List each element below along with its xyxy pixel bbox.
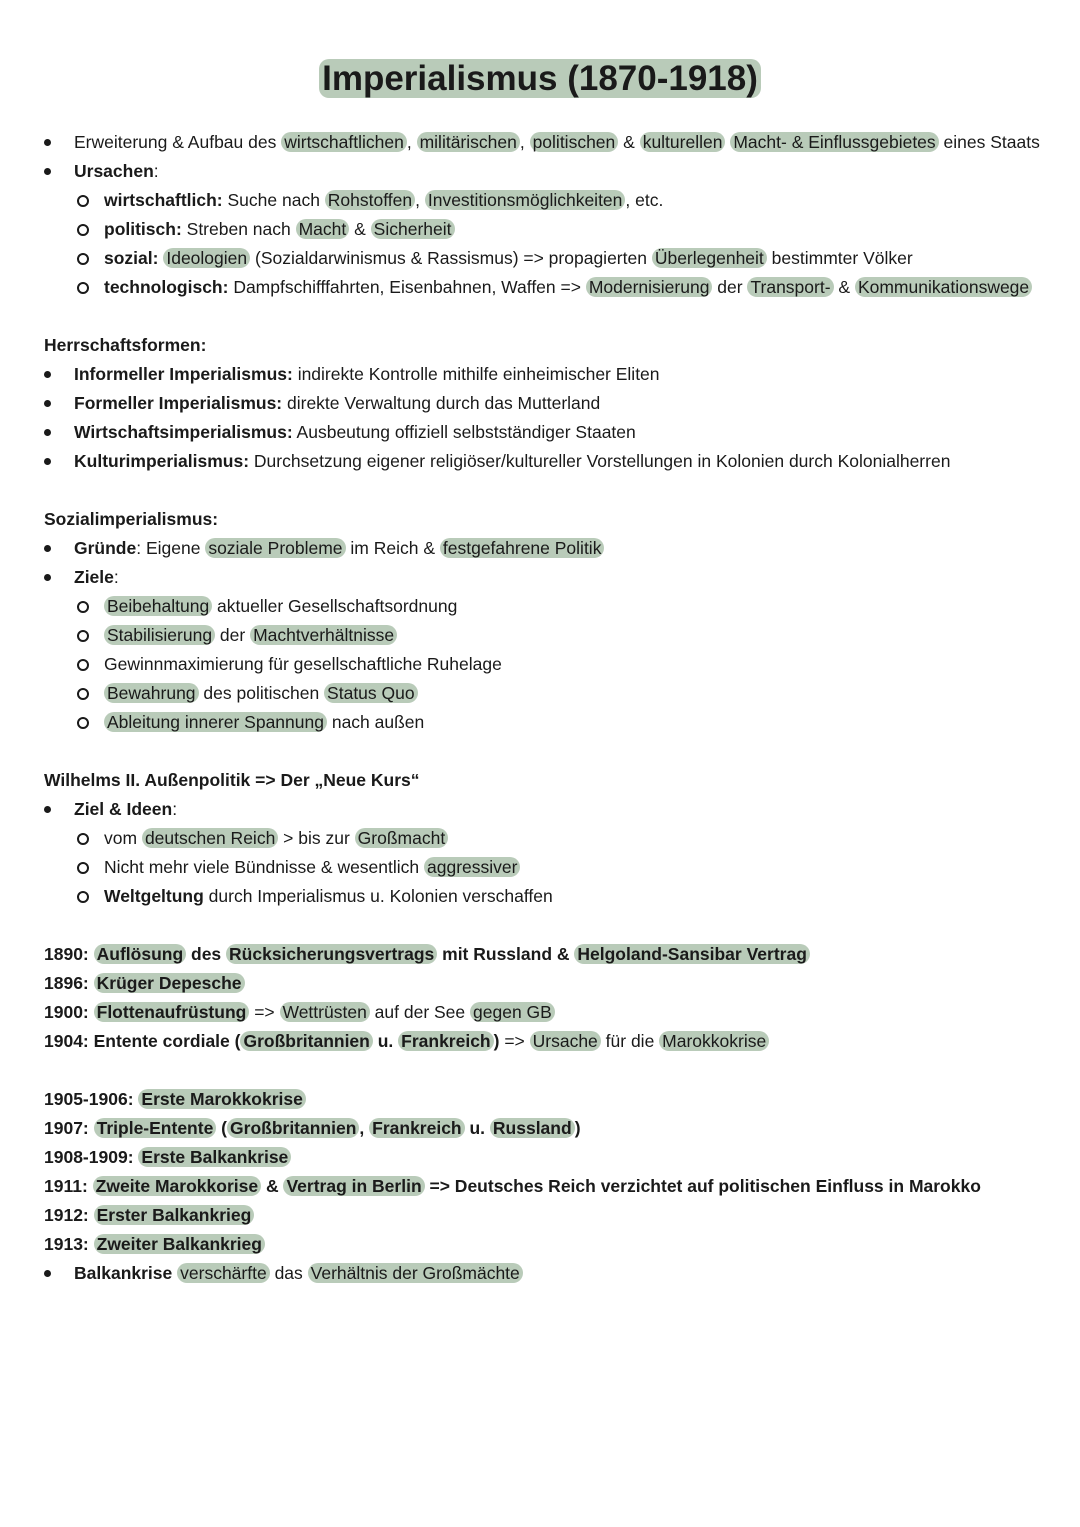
highlighted-text: Erste Marokkokrise [138, 1089, 305, 1109]
highlighted-text: wirtschaftlichen [281, 132, 407, 152]
herrschaft-item [74, 392, 600, 414]
text-segment: Ziel & Ideen [74, 799, 173, 819]
idea-item [104, 856, 520, 878]
text-segment: nach außen [326, 712, 425, 732]
goal-item [104, 653, 502, 675]
highlighted-text: soziale Probleme [205, 538, 345, 558]
text-segment: der [712, 277, 748, 297]
goal-item [104, 682, 418, 704]
highlighted-text: politischen [530, 132, 619, 152]
highlighted-text: Transport- [747, 277, 833, 297]
text-segment: Streben nach [181, 219, 296, 239]
bullet-icon [44, 545, 51, 552]
text-segment: 1908-1909: [44, 1147, 139, 1167]
bullet-icon [44, 1270, 51, 1277]
highlighted-text: kulturellen [640, 132, 726, 152]
highlighted-text: Vertrag in Berlin [283, 1176, 424, 1196]
circle-bullet-icon [77, 862, 89, 874]
highlighted-text: Überlegenheit [652, 248, 767, 268]
text-segment: & [349, 219, 371, 239]
text-segment: Dampfschifffahrten, Eisenbahnen, Waffen => [228, 277, 586, 297]
herrschaft-item [74, 363, 660, 385]
text-segment: indirekte Kontrolle mithilfe einheimischer Eliten [292, 364, 660, 384]
highlighted-text: Ursache [530, 1031, 601, 1051]
herrschaft-item [74, 421, 636, 443]
ziel-heading [74, 798, 177, 820]
text-segment: technologisch: [104, 277, 229, 297]
gruende-line [74, 537, 604, 559]
highlighted-text: Russland [490, 1118, 575, 1138]
bullet-icon [44, 574, 51, 581]
text-segment: , [519, 132, 530, 152]
highlighted-text: Triple-Entente [94, 1118, 217, 1138]
text-segment: 1905-1906: [44, 1089, 139, 1109]
text-segment: eines Staats [938, 132, 1040, 152]
bullet-icon [44, 400, 51, 407]
goal-item [104, 595, 457, 617]
highlighted-text: Ableitung innerer Spannung [104, 712, 327, 732]
highlighted-text: Marokkokrise [659, 1031, 769, 1051]
text-segment: Informeller Imperialismus: [74, 364, 293, 384]
highlighted-text: Großmacht [355, 828, 449, 848]
text-segment: Wirtschaftsimperialismus: [74, 422, 293, 442]
text-segment: Nicht mehr viele Bündnisse & wesentlich [104, 857, 425, 877]
timeline-entry [44, 1030, 769, 1052]
highlighted-text: Großbritannien [240, 1031, 372, 1051]
text-segment: & [261, 1176, 284, 1196]
timeline-entry [44, 1204, 254, 1226]
text-segment: 1913: [44, 1234, 94, 1254]
final-note [74, 1262, 523, 1284]
highlighted-text: Wettrüsten [280, 1002, 370, 1022]
text-segment: der [215, 625, 251, 645]
highlighted-text: Flottenaufrüstung [94, 1002, 250, 1022]
text-segment: direkte Verwaltung durch das Mutterland [282, 393, 601, 413]
text-segment: : [172, 799, 178, 819]
text-segment: mit Russland & [437, 944, 575, 964]
page-title [0, 58, 1080, 100]
text-segment: Gewinnmaximierung für gesellschaftliche Ruhelage [104, 654, 502, 674]
text-segment: : [153, 161, 159, 181]
text-segment: vom [104, 828, 142, 848]
circle-bullet-icon [77, 224, 89, 236]
text-segment: Ursachen [74, 161, 154, 181]
text-segment: Kulturimperialismus: [74, 451, 250, 471]
highlighted-text: Rücksicherungsvertrags [226, 944, 437, 964]
highlighted-text: Zweite Marokkorise [93, 1176, 261, 1196]
text-segment: : Eigene [136, 538, 206, 558]
cause-item [104, 189, 663, 211]
text-segment: 1890: [44, 944, 94, 964]
highlighted-text: Auflösung [94, 944, 187, 964]
highlighted-text: Ideologien [163, 248, 250, 268]
text-segment: => Deutsches Reich verzichtet auf politischen Einfluss in Marokko [424, 1176, 981, 1196]
text-segment: > bis zur [278, 828, 355, 848]
idea-item [104, 885, 553, 907]
text-segment: Durchsetzung eigener religiöser/kultureller Vorstellungen in Kolonien durch Kolonialherren [249, 451, 951, 471]
text-segment: , [359, 1118, 370, 1138]
idea-item [104, 827, 448, 849]
highlighted-text: Machtverhältnisse [250, 625, 397, 645]
cause-item [104, 247, 913, 269]
bullet-icon [44, 429, 51, 436]
highlighted-text: Kommunikationswege [855, 277, 1032, 297]
highlighted-text: gegen GB [470, 1002, 555, 1022]
herrschaft-item [74, 450, 950, 472]
text-segment: des politischen [198, 683, 325, 703]
bullet-icon [44, 139, 51, 146]
herrschaft-heading: Herrschaftsformen: [44, 335, 207, 355]
timeline-entry [44, 1117, 581, 1139]
text-segment: : [113, 567, 119, 587]
highlighted-text: aggressiver [424, 857, 520, 877]
highlighted-text: Bewahrung [104, 683, 199, 703]
circle-bullet-icon [77, 601, 89, 613]
text-segment: ) [574, 1118, 581, 1138]
highlighted-text: Investitionsmöglichkeiten [425, 190, 626, 210]
text-segment: aktueller Gesellschaftsordnung [212, 596, 458, 616]
highlighted-text: Macht [296, 219, 350, 239]
circle-bullet-icon [77, 688, 89, 700]
timeline-entry [44, 1175, 981, 1197]
highlighted-text: Krüger Depesche [94, 973, 245, 993]
title-text: Imperialismus (1870-1918) [319, 59, 761, 98]
timeline-entry [44, 943, 810, 965]
highlighted-text: Beibehaltung [104, 596, 212, 616]
timeline-entry [44, 1233, 265, 1255]
highlighted-text: Stabilisierung [104, 625, 215, 645]
text-segment: (Sozialdarwinismus & Rassismus) => propagierten [250, 248, 652, 268]
bullet-icon [44, 806, 51, 813]
highlighted-text: Verhältnis der Großmächte [308, 1263, 523, 1283]
text-segment: Ausbeutung offiziell selbstständiger Staaten [292, 422, 636, 442]
wilhelm-heading: Wilhelms II. Außenpolitik => Der „Neue Kurs“ [44, 770, 420, 790]
circle-bullet-icon [77, 630, 89, 642]
highlighted-text: Frankreich [369, 1118, 464, 1138]
text-segment: , [415, 190, 425, 210]
circle-bullet-icon [77, 253, 89, 265]
bullet-icon [44, 458, 51, 465]
highlighted-text: Rohstoffen [325, 190, 415, 210]
circle-bullet-icon [77, 891, 89, 903]
circle-bullet-icon [77, 659, 89, 671]
bullet-icon [44, 371, 51, 378]
timeline-entry [44, 1146, 291, 1168]
highlighted-text: Status Quo [324, 683, 418, 703]
circle-bullet-icon [77, 717, 89, 729]
highlighted-text: Zweiter Balkankrieg [94, 1234, 265, 1254]
ziele-heading [74, 566, 119, 588]
highlighted-text: deutschen Reich [142, 828, 278, 848]
text-segment: das [269, 1263, 308, 1283]
text-segment: im Reich & [345, 538, 440, 558]
highlighted-text: Sicherheit [371, 219, 455, 239]
text-segment: , etc. [625, 190, 664, 210]
text-segment: 1896: [44, 973, 94, 993]
text-segment: u. [464, 1118, 490, 1138]
highlighted-text: Modernisierung [586, 277, 713, 297]
text-segment: => [249, 1002, 280, 1022]
text-segment: Erweiterung & Aufbau des [74, 132, 282, 152]
text-segment: & [618, 132, 640, 152]
highlighted-text: Macht- & Einflussgebietes [730, 132, 938, 152]
text-segment: des [186, 944, 227, 964]
highlighted-text: Großbritannien [227, 1118, 359, 1138]
text-segment: Balkankrise [74, 1263, 173, 1283]
text-segment: u. [372, 1031, 399, 1051]
highlighted-text: Helgoland-Sansibar Vertrag [574, 944, 810, 964]
highlighted-text: militärischen [417, 132, 520, 152]
timeline-entry [44, 1088, 306, 1110]
text-segment: Suche nach [222, 190, 325, 210]
text-segment: , [406, 132, 417, 152]
highlighted-text: Frankreich [398, 1031, 493, 1051]
highlighted-text: verschärfte [177, 1263, 270, 1283]
text-segment: sozial: [104, 248, 159, 268]
text-segment: & [833, 277, 855, 297]
highlighted-text: Erster Balkankrieg [94, 1205, 255, 1225]
bullet-icon [44, 168, 51, 175]
text-segment: Ziele [74, 567, 114, 587]
timeline-entry [44, 1001, 555, 1023]
text-segment: Formeller Imperialismus: [74, 393, 283, 413]
text-segment: wirtschaftlich: [104, 190, 223, 210]
timeline-entry [44, 972, 245, 994]
goal-item [104, 624, 397, 646]
cause-item [104, 218, 455, 240]
text-segment: politisch: [104, 219, 182, 239]
text-segment: => [499, 1031, 530, 1051]
ursachen-heading [74, 160, 159, 182]
text-segment: 1911: [44, 1176, 93, 1196]
text-segment: Weltgeltung [104, 886, 204, 906]
highlighted-text: Erste Balkankrise [138, 1147, 291, 1167]
text-segment: bestimmter Völker [766, 248, 913, 268]
cause-item [104, 276, 1032, 298]
text-segment: Gründe [74, 538, 137, 558]
circle-bullet-icon [77, 195, 89, 207]
text-segment: 1900: [44, 1002, 94, 1022]
text-segment: durch Imperialismus u. Kolonien verschaffen [203, 886, 553, 906]
goal-item [104, 711, 424, 733]
text-segment: ( [216, 1118, 228, 1138]
text-segment: für die [600, 1031, 660, 1051]
circle-bullet-icon [77, 833, 89, 845]
highlighted-text: festgefahrene Politik [440, 538, 605, 558]
text-segment: 1907: [44, 1118, 94, 1138]
definition-line [74, 131, 1040, 153]
text-segment: ) [493, 1031, 500, 1051]
text-segment: auf der See [369, 1002, 471, 1022]
sozial-heading: Sozialimperialismus: [44, 509, 219, 529]
text-segment: 1904: Entente cordiale ( [44, 1031, 241, 1051]
text-segment: 1912: [44, 1205, 94, 1225]
circle-bullet-icon [77, 282, 89, 294]
